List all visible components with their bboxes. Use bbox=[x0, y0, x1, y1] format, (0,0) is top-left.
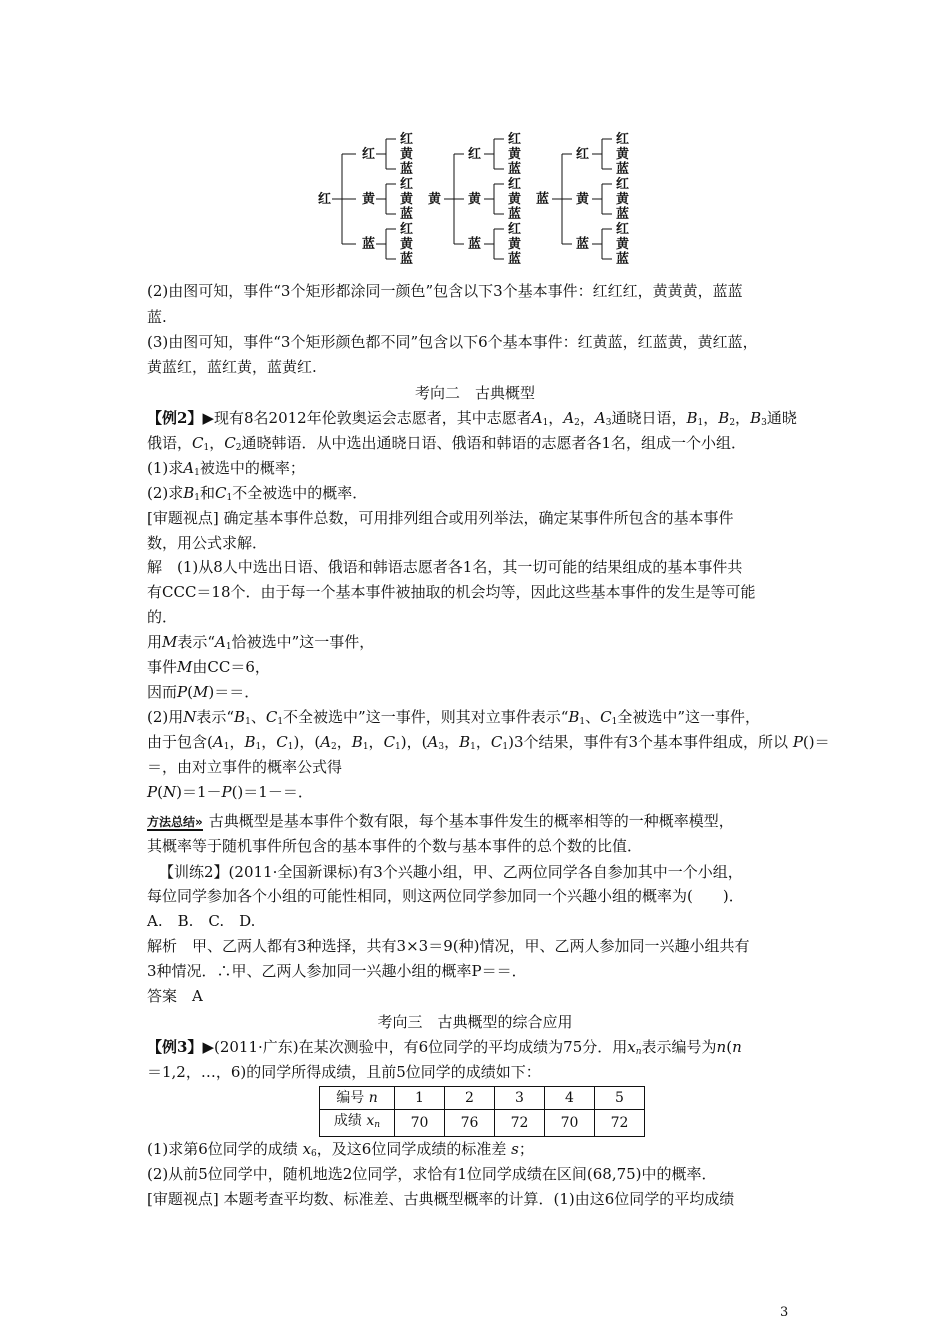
tree-level2-red: 红 bbox=[468, 147, 482, 162]
question-2: (2)求$B_1$和$C_1$不全被选中的概率． bbox=[147, 484, 368, 503]
text-line: [审题视点] 确定基本事件总数，可用排列组合或用列举法，确定某事件所包含的基本事件 bbox=[147, 509, 734, 527]
tree-root-blue: 蓝 bbox=[536, 192, 550, 207]
text-span: (2)求 bbox=[147, 484, 184, 502]
text-span: 表示编号为 bbox=[641, 1038, 717, 1056]
text-span: 通晓韩语．从中选出通晓日语、俄语和韩语的志愿者各1名，组成一个小组． bbox=[241, 434, 747, 452]
score-table bbox=[319, 1086, 645, 1137]
tree-leaf: 蓝 bbox=[400, 162, 414, 177]
table-cell: 70 bbox=[395, 1110, 445, 1137]
example-3-line: ＝1,2，…，6)的同学所得成绩，且前5位同学的成绩如下： bbox=[147, 1063, 541, 1081]
text-line: 其概率等于随机事件所包含的基本事件的个数与基本事件的总个数的比值． bbox=[147, 837, 643, 855]
tree-leaf: 红 bbox=[616, 177, 630, 192]
text-line: 的． bbox=[147, 608, 178, 626]
text-line: (2)从前5位同学中，随机地选2位同学，求恰有1位同学成绩在区间(68,75)中的概率． bbox=[147, 1165, 717, 1183]
table-row bbox=[320, 1110, 645, 1137]
tree-leaf: 红 bbox=[508, 177, 522, 192]
tree-level2-red: 红 bbox=[362, 147, 376, 162]
page-number: 3 bbox=[780, 1305, 789, 1320]
text-span: (1)求 bbox=[147, 459, 184, 477]
table-cell: 72 bbox=[495, 1110, 545, 1137]
text-span: 表示“ bbox=[196, 708, 235, 726]
text-line: 蓝. bbox=[147, 308, 167, 326]
tree-level2-yellow: 黄 bbox=[576, 192, 590, 207]
tree-leaf: 蓝 bbox=[616, 252, 630, 267]
text-span: (2)用 bbox=[147, 708, 184, 726]
text-line: (1)求第6位同学的成绩 $x_6$，及这6位同学成绩的标准差 s； bbox=[147, 1140, 534, 1159]
text-line: [审题视点] 本题考查平均数、标准差、古典概型概率的计算．(1)由这6位同学的平均成绩 bbox=[147, 1190, 735, 1208]
text-line: (2)由图可知，事件“3个矩形都涂同一颜色”包含以下3个基本事件：红红红，黄黄黄，蓝蓝 bbox=[147, 282, 743, 300]
tree-root-yellow: 黄 bbox=[428, 192, 442, 207]
example-tag: 【例2】 bbox=[147, 409, 203, 427]
tree-leaf: 黄 bbox=[616, 147, 630, 162]
table-cell: 72 bbox=[595, 1110, 645, 1137]
tree-leaf: 蓝 bbox=[508, 207, 522, 222]
tree-leaf: 黄 bbox=[508, 147, 522, 162]
table-row bbox=[320, 1087, 645, 1110]
text-span: 不全被选中的概率． bbox=[232, 484, 368, 502]
text-span: 现有8名2012年伦敦奥运会志愿者，其中志愿者 bbox=[213, 409, 532, 427]
tree-level2-blue: 蓝 bbox=[576, 237, 590, 252]
text-line: (3)由图可知，事件“3个矩形颜色都不同”包含以下6个基本事件：红黄蓝，红蓝黄，黄红蓝， bbox=[147, 333, 758, 351]
tree-leaf: 蓝 bbox=[400, 207, 414, 222]
text-span: (1)求第6位同学的成绩 bbox=[147, 1140, 298, 1158]
answer-options: A. B. C. D. bbox=[147, 912, 256, 930]
tree-leaf: 黄 bbox=[400, 237, 414, 252]
text-line: 有CCC＝18个．由于每一个基本事件被抽取的机会均等，因此这些基本事件的发生是等可能 bbox=[147, 583, 756, 601]
tree-level2-red: 红 bbox=[576, 147, 590, 162]
text-span: ＝1－＝． bbox=[243, 783, 313, 801]
answer-line: 答案 A bbox=[147, 987, 203, 1005]
text-span: 俄语， bbox=[147, 434, 193, 452]
text-line: P(N)＝1－P()＝1－＝． bbox=[147, 783, 313, 801]
method-summary-tag: 方法总结» bbox=[147, 815, 203, 829]
table-cell: 76 bbox=[445, 1110, 495, 1137]
table-cell: 70 bbox=[545, 1110, 595, 1137]
section-title-3: 考向三 古典概型的综合应用 bbox=[377, 1013, 573, 1031]
arrow-icon: ▶ bbox=[202, 409, 214, 427]
question-1: (1)求$A_1$被选中的概率； bbox=[147, 459, 305, 478]
tree-leaf: 红 bbox=[508, 132, 522, 147]
tree-diagram bbox=[300, 122, 660, 272]
tree-leaf: 蓝 bbox=[616, 162, 630, 177]
text-span: 3个结果，事件有3个基本事件组成，所以 bbox=[513, 733, 789, 751]
tree-leaf: 红 bbox=[616, 132, 630, 147]
example-tag: 【例3】 bbox=[147, 1038, 203, 1056]
text-span: 古典概型是基本事件个数有限，每个基本事件发生的概率相等的一种概率模型， bbox=[208, 812, 734, 830]
text-span: 通晓日语， bbox=[611, 409, 687, 427]
method-summary-line bbox=[147, 811, 734, 831]
text-line: 用M表示“$A_1$恰被选中”这一事件， bbox=[147, 633, 375, 652]
table-cell: 1 bbox=[395, 1087, 445, 1110]
text-span: 成绩 bbox=[333, 1113, 362, 1129]
text-line: 因而P(M)＝＝． bbox=[147, 683, 260, 701]
text-span: ＝＝． bbox=[214, 683, 260, 701]
text-line: 由于包含($A_1$，$B_1$，$C_1$)，($A_2$，$B_1$，$C_1$)，($A_3$，$B_1$，$C_1)3$个结果，事件有3个基本事件组成，所以 P()＝ bbox=[147, 733, 830, 752]
text-span: 和 bbox=[200, 484, 216, 502]
text-span: 通晓 bbox=[766, 409, 797, 427]
text-span: 表示“ bbox=[177, 633, 216, 651]
text-line: 黄蓝红，蓝红黄，蓝黄红. bbox=[147, 358, 317, 376]
arrow-icon: ▶ bbox=[202, 1038, 214, 1056]
table-header-cell: 成绩 $x_n$ bbox=[320, 1110, 395, 1137]
tree-leaf: 红 bbox=[400, 132, 414, 147]
tree-leaf: 黄 bbox=[508, 192, 522, 207]
tree-leaf: 黄 bbox=[616, 237, 630, 252]
text-line: (2)用N表示“$B_1$、$C_1$不全被选中”这一事件，则其对立事件表示“$B_1$、$C_1$全被选中”这一事件， bbox=[147, 708, 761, 727]
text-line: 事件M由CC＝6， bbox=[147, 658, 270, 676]
text-span: 被选中的概率； bbox=[199, 459, 305, 477]
text-span: ＝1－ bbox=[181, 783, 222, 801]
example-3-line: 【例3】▶(2011·广东)在某次测验中，有6位同学的平均成绩为75分．用$x_n$表示编号为n(n bbox=[147, 1038, 742, 1057]
tree-leaf: 黄 bbox=[616, 192, 630, 207]
text-span: 编号 bbox=[336, 1090, 365, 1106]
text-line: 3种情况．∴甲、乙两人参加同一兴趣小组的概率P＝＝． bbox=[147, 962, 527, 980]
tree-leaf: 黄 bbox=[400, 192, 414, 207]
example-2-line: 【例2】▶现有8名2012年伦敦奥运会志愿者，其中志愿者$A_1$，$A_2$，$A_3$通晓日语，$B_1$，$B_2$，$B_3$通晓 bbox=[147, 409, 797, 428]
tree-level2-yellow: 黄 bbox=[468, 192, 482, 207]
section-title-2: 考向二 古典概型 bbox=[414, 384, 535, 402]
text-span: 由于包含 bbox=[147, 733, 208, 751]
tree-leaf: 黄 bbox=[400, 147, 414, 162]
text-span: 全被选中”这一事件， bbox=[617, 708, 761, 726]
text-line: ＝，由对立事件的概率公式得 bbox=[147, 758, 343, 776]
table-cell: 3 bbox=[495, 1087, 545, 1110]
text-span: 事件 bbox=[147, 658, 178, 676]
text-span: 方法总结 bbox=[147, 815, 196, 829]
tree-root-red: 红 bbox=[318, 192, 332, 207]
text-span: 由CC＝6， bbox=[192, 658, 270, 676]
tree-level2-yellow: 黄 bbox=[362, 192, 376, 207]
text-line: 解析 甲、乙两人都有3种选择，共有3×3＝9(种)情况，甲、乙两人参加同一兴趣小组共有 bbox=[147, 937, 750, 955]
tree-level2-blue: 蓝 bbox=[468, 237, 482, 252]
tree-leaf: 红 bbox=[400, 177, 414, 192]
table-cell: 4 bbox=[545, 1087, 595, 1110]
tree-leaf: 蓝 bbox=[508, 162, 522, 177]
text-span: (2011·广东)在某次测验中，有6位同学的平均成绩为75分．用 bbox=[213, 1038, 628, 1056]
text-line: 解 (1)从8人中选出日语、俄语和韩语志愿者各1名，其一切可能的结果组成的基本事件共 bbox=[147, 558, 743, 576]
text-span: 不全被选中”这一事件，则其对立事件表示“ bbox=[283, 708, 569, 726]
tree-leaf: 黄 bbox=[508, 237, 522, 252]
tree-leaf: 红 bbox=[616, 222, 630, 237]
text-span: 用 bbox=[147, 633, 163, 651]
text-line: 【训练2】(2011·全国新课标)有3个兴趣小组，甲、乙两位同学各自参加其中一个小组， bbox=[159, 863, 743, 881]
tree-level2-blue: 蓝 bbox=[362, 237, 376, 252]
tree-leaf: 蓝 bbox=[616, 207, 630, 222]
text-line: 数，用公式求解． bbox=[147, 534, 268, 552]
table-header-cell: 编号 n bbox=[320, 1087, 395, 1110]
text-span: 因而 bbox=[147, 683, 178, 701]
table-cell: 2 bbox=[445, 1087, 495, 1110]
tree-leaf: 蓝 bbox=[400, 252, 414, 267]
text-span: 恰被选中”这一事件， bbox=[231, 633, 375, 651]
example-2-line: 俄语，$C_1$，$C_2$通晓韩语．从中选出通晓日语、俄语和韩语的志愿者各1名，组成一个小组． bbox=[147, 434, 747, 453]
text-line: 每位同学参加各个小组的可能性相同，则这两位同学参加同一个兴趣小组的概率为( )． bbox=[147, 887, 744, 905]
tree-leaf: 红 bbox=[400, 222, 414, 237]
tree-leaf: 蓝 bbox=[508, 252, 522, 267]
text-span: ＝ bbox=[814, 733, 830, 751]
tree-leaf: 红 bbox=[508, 222, 522, 237]
table-cell: 5 bbox=[595, 1087, 645, 1110]
text-span: ，及这6位同学成绩的标准差 bbox=[316, 1140, 507, 1158]
